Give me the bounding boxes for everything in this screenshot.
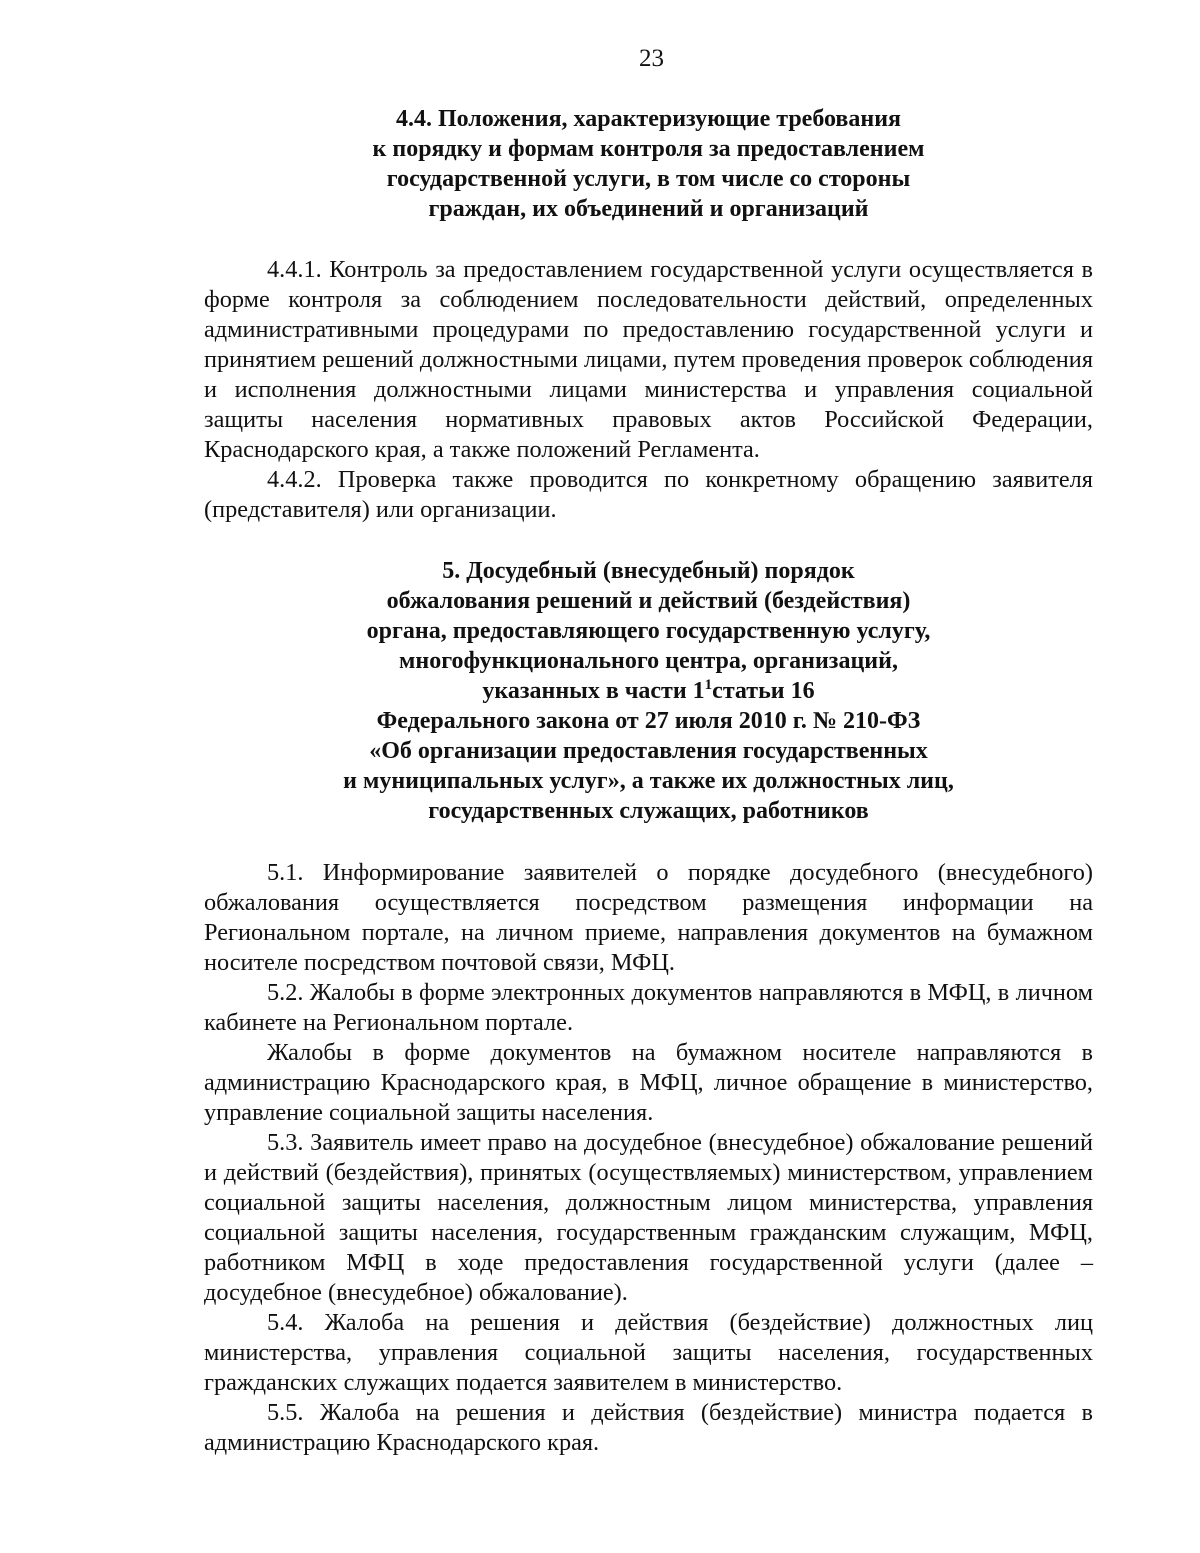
heading-line: «Об организации предоставления государственных [369, 738, 928, 764]
paragraph-5-3: 5.3. Заявитель имеет право на досудебное (внесудебное) обжалование решений и действий (бездействия), принятых (осуществляемых) министерством, управлением социальной защиты населения, должностным лицом министерства, управления социальной защиты населения, государственным гражданским служащим, МФЦ, работником МФЦ в ходе предоставления государственной услуги (далее – досудебное (внесудебное) обжалование). [204, 1129, 1093, 1306]
section-5-heading [204, 556, 1093, 826]
paragraph-4-4-2: 4.4.2. Проверка также проводится по конкретному обращению заявителя (представителя) или организации. [204, 466, 1093, 523]
heading-line: и муниципальных услуг», а также их должностных лиц, [343, 768, 954, 794]
heading-line: органа, предоставляющего государственную услугу, [366, 618, 931, 644]
paragraph-5-2: 5.2. Жалобы в форме электронных документов направляются в МФЦ, в личном кабинете на Региональном портале. [204, 979, 1093, 1036]
heading-line: 5. Досудебный (внесудебный) порядок [442, 558, 855, 584]
paragraph-5-4: 5.4. Жалоба на решения и действия (бездействие) должностных лиц министерства, управления социальной защиты населения, государственных гражданских служащих подается заявителем в министерство. [204, 1309, 1093, 1396]
heading-line-with-superscript [204, 676, 1093, 706]
paragraph-5-5: 5.5. Жалоба на решения и действия (бездействие) министра подается в администрацию Краснодарского края. [204, 1399, 1093, 1456]
heading-line: обжалования решений и действий (бездействия) [386, 588, 911, 614]
section-4-4-heading [204, 104, 1093, 224]
page-number: 23 [639, 45, 664, 72]
heading-line: государственной услуги, в том числе со стороны [386, 166, 911, 192]
heading-line: 4.4. Положения, характеризующие требования [395, 106, 902, 132]
heading-line: Федерального закона от 27 июля 2010 г. № 210-ФЗ [376, 708, 921, 734]
paragraph-5-1: 5.1. Информирование заявителей о порядке досудебного (внесудебного) обжалования осуществляется посредством размещения информации на Региональном портале, на личном приеме, направления документов на бумажном носителе посредством почтовой связи, МФЦ. [204, 859, 1093, 976]
superscript-number: 1 [704, 677, 713, 693]
heading-line-text: указанных в части 1 [482, 678, 705, 704]
heading-line: граждан, их объединений и организаций [428, 196, 869, 222]
heading-line: к порядку и формам контроля за предоставлением [372, 136, 925, 162]
paragraph-4-4-1: 4.4.1. Контроль за предоставлением государственной услуги осуществляется в форме контроля за соблюдением последовательности действий, определенных административными процедурами по предоставлению государственной услуги и принятием решений должностными лицами, путем проведения проверок соблюдения и исполнения должностными лицами министерства и управления социальной защиты населения нормативных правовых актов Российской Федерации, Краснодарского края, а также положений Регламента. [204, 256, 1093, 463]
document-page [204, 44, 1093, 1458]
heading-line: многофункционального центра, организаций, [399, 648, 898, 674]
heading-line: государственных служащих, работников [428, 798, 869, 824]
paragraph-5-2-paper: Жалобы в форме документов на бумажном носителе направляются в администрацию Краснодарского края, в МФЦ, личное обращение в министерство, управление социальной защиты населения. [204, 1039, 1093, 1126]
heading-line-tail: статьи 16 [712, 678, 815, 704]
